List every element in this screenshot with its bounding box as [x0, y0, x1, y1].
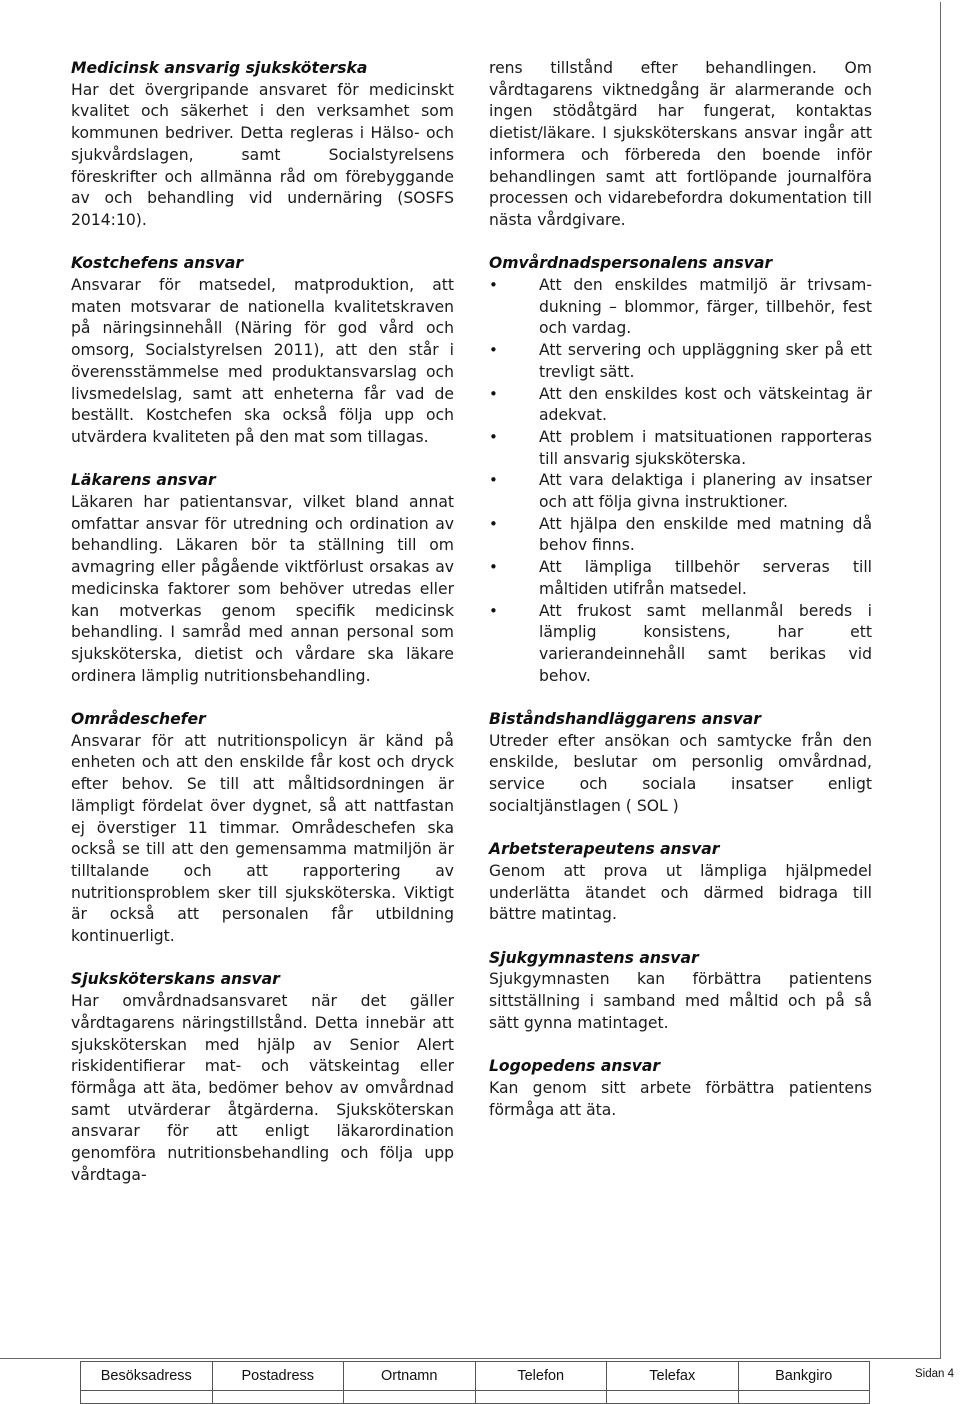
section-text: Ansvarar för matsedel, matproduktion, att maten motsvarar de nationella kvalitetskraven på näringsinnehåll (Näring för god vård och omsorg, Socialstyrelsen 2011), att den står i överensstämmelse med produktansvarslag och livsmedelslag, samt att enheterna får vad de beställt. Kostchefen ska också följa upp och utvärdera kvaliteten på den mat som tillagas.	[71, 276, 454, 446]
list-item: • Att den enskildes kost och vätskeintag är adekvat.	[489, 384, 872, 427]
section-heading: Områdeschefer	[71, 710, 206, 729]
section-heading: Sjukgymnastens ansvar	[489, 948, 699, 967]
footer-label: Telefon	[475, 1362, 607, 1391]
list-item: • Att lämpliga tillbehör serveras till måltiden utifrån matsedel.	[489, 557, 872, 600]
footer-label: Besöksadress	[81, 1362, 213, 1391]
section-text: Kan genom sitt arbete förbättra patientens förmåga att äta.	[489, 1078, 872, 1119]
footer-value-cell	[475, 1391, 607, 1404]
section-heading: Omvårdnadspersonalens ansvar	[489, 254, 773, 273]
footer-value-cell	[212, 1391, 344, 1404]
footer-label: Telefax	[607, 1362, 739, 1391]
section-medicinsk-ansvarig	[71, 58, 454, 232]
list-item: • Att frukost samt mellanmål bereds i lämplig konsistens, har ett varierandeinnehåll samt berikas vid behov.	[489, 601, 872, 688]
section-text: Sjukgymnasten kan förbättra patientens sittställning i samband med måltid och på så sätt gynna matintaget.	[489, 970, 872, 1032]
section-text: Har det övergripande ansvaret för medicinskt kvalitet och säkerhet i den verksamhet som kommunen bedriver. Detta regleras i Hälso- och sjukvårdslagen, samt Socialstyrelsens föreskrifter och allmänna råd om förebyggande av och behandling vid undernäring (SOSFS 2014:10).	[71, 80, 454, 229]
section-heading: Logopedens ansvar	[489, 1057, 661, 1076]
left-column	[71, 58, 454, 1208]
section-bistandshandlaggare	[489, 709, 872, 818]
section-text: Ansvarar för att nutritionspolicyn är känd på enheten och att den enskilde får kost och dryck efter behov. Se till att måltidsordningen är lämpligt fördelat över dygnet, så att nattfastan ej överstiger 11 timmar. Områdeschefen ska också se till att den gemensamma matmiljön är tilltalande och att rapportering av nutritionsproblem sker till sjuksköterska. Viktigt är också att personalen får utbildning kontinuerligt.	[71, 731, 454, 946]
section-sjukgymnast	[489, 948, 872, 1035]
section-heading: Läkarens ansvar	[71, 471, 216, 490]
section-heading: Kostchefens ansvar	[71, 254, 244, 273]
section-arbetsterapeut	[489, 839, 872, 926]
list-item: • Att servering och uppläggning sker på ett trevligt sätt.	[489, 340, 872, 383]
right-column	[489, 58, 872, 1143]
footer-value-cell	[81, 1391, 213, 1404]
footer-label: Bankgiro	[738, 1362, 870, 1391]
list-item: • Att problem i matsituationen rapporteras till ansvarig sjuksköterska.	[489, 427, 872, 470]
list-item: • Att den enskildes matmiljö är trivsam- dukning – blommor, färger, tillbehör, fest och vardag.	[489, 275, 872, 340]
footer-value-cell	[738, 1391, 870, 1404]
footer-contact-table	[80, 1361, 870, 1404]
list-item: • Att hjälpa den enskilde med matning då behov finns.	[489, 514, 872, 557]
bullet-list	[489, 275, 872, 687]
section-heading: Arbetsterapeutens ansvar	[489, 840, 720, 859]
section-logoped	[489, 1056, 872, 1121]
footer-value-row	[81, 1391, 870, 1404]
section-kostchef	[71, 253, 454, 448]
section-text: Läkaren har patientansvar, vilket bland annat omfattar ansvar för utredning och ordination av behandling. Läkaren bör ta ställning till om avmagring eller pågående viktförlust orsakas av medicinska faktorer som behöver utredas eller kan motverkas genom specifik medicinsk behandling. I samråd med annan personal som sjuksköterska, dietist och vårdare ska läkare ordinera lämplig nutritionsbehandling.	[71, 493, 454, 685]
section-omradeschefer	[71, 709, 454, 948]
footer-label: Ortnamn	[344, 1362, 476, 1391]
section-heading: Medicinsk ansvarig sjuksköterska	[71, 59, 368, 77]
section-sjukskoterska	[71, 969, 454, 1186]
section-heading: Biståndshandläggarens ansvar	[489, 710, 761, 729]
section-heading: Sjuksköterskans ansvar	[71, 970, 280, 989]
section-omvardnadspersonal	[489, 253, 872, 687]
footer-value-cell	[344, 1391, 476, 1404]
footer-label-row	[81, 1362, 870, 1391]
section-text: Har omvårdnadsansvaret när det gäller vårdtagarens näringstillstånd. Detta innebär att sjuksköterskan med hjälp av Senior Alert riskidentifierar mat- och vätskeintag eller förmåga att äta, bedömer behov av omvårdnad samt utvärderar åtgärderna. Sjuksköterskan ansvarar för att enligt läkarordination genomföra nutritionsbehandling och följa upp vårdtaga-	[71, 992, 454, 1184]
footer-value-cell	[607, 1391, 739, 1404]
section-text: Genom att prova ut lämpliga hjälpmedel underlätta ätandet och därmed bidraga till bättre matintag.	[489, 861, 872, 924]
section-text: Utreder efter ansökan och samtycke från den enskilde, beslutar om personlig omvårdnad, service och sociala insatser enligt socialtjänstlagen ( SOL )	[489, 731, 872, 815]
section-sjukskoterska-continued	[489, 58, 872, 232]
continuation-text: rens tillstånd efter behandlingen. Om vårdtagarens viktnedgång är alarmerande och ingen stödåtgärd har fungerat, kontaktas dietist/läkare. I sjuksköterskans ansvar ingår att informera och förbereda den boende inför behandlingen samt att fortlöpande journalföra processen och vidarebefordra dokumentation till nästa vårdgivare.	[489, 59, 872, 229]
page-number: Sidan 4	[915, 1368, 955, 1380]
footer-label: Postadress	[212, 1362, 344, 1391]
list-item: • Att vara delaktiga i planering av insatser och att följa givna instruktioner.	[489, 470, 872, 513]
section-lakare	[71, 470, 454, 687]
